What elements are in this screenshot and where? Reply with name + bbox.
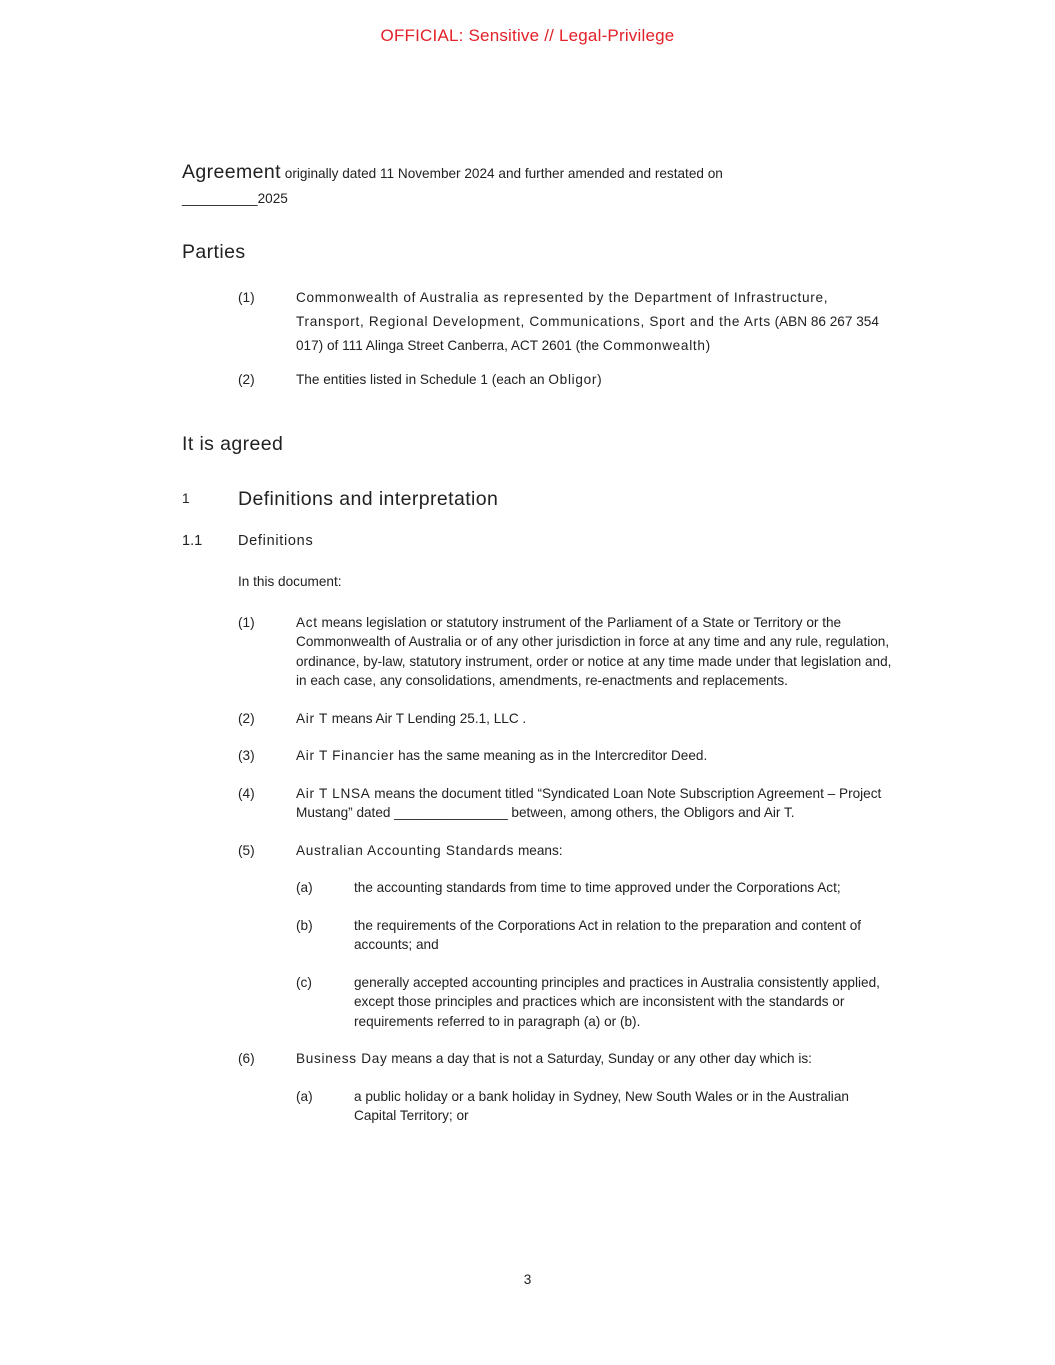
- definition-body: means legislation or statutory instrument of the Parliament of a State or Territory or the Commonwealth of Australia or of any other jurisdiction in force at any time and any rule, regulation, ordinance, by-law, statutory instrument, order or notice at any time made under that legislation and, in each case, any consolidations, amendments, re-enactments and replacements.: [296, 614, 892, 688]
- classification-banner: OFFICIAL: Sensitive // Legal-Privilege: [380, 26, 675, 45]
- subsection-number: 1.1: [182, 533, 203, 549]
- definition-text: [296, 784, 896, 823]
- subsection-1-1-heading: [182, 531, 912, 551]
- definition-item-4: [182, 784, 912, 823]
- subsection-title: Definitions: [238, 533, 314, 549]
- clause-number: (2): [238, 372, 255, 387]
- document-content: [182, 160, 912, 1144]
- clause-number: (4): [238, 785, 255, 801]
- definition-body: means the document titled “Syndicated Loan Note Subscription Agreement – Project Mustang” dated _______________ between, among others, the Obligors and Air T.: [296, 785, 882, 820]
- definition-body: means Air T Lending 25.1, LLC .: [327, 710, 527, 726]
- agreement-year: 2025: [257, 191, 288, 206]
- party-item-2-text: [296, 368, 896, 392]
- defined-term: Air T Financier: [296, 748, 395, 763]
- sub-clause-letter: (a): [296, 1088, 313, 1104]
- section-1-heading: [182, 486, 912, 512]
- section-title: Definitions and interpretation: [238, 488, 499, 510]
- defined-term: Business Day: [296, 1051, 388, 1066]
- defined-term: Air T: [296, 710, 328, 726]
- definition-item-6: [182, 1049, 912, 1069]
- definition-5-sub-a: [182, 878, 912, 898]
- party-item-2: [182, 368, 912, 392]
- defined-term: Commonwealth of Australia as represented by the Department of Infrastructure, Transport, Regional Development, Communications, Sport and the Arts: [296, 290, 829, 329]
- sub-clause-text: generally accepted accounting principles and practices in Australia consistently applied, except those principles and practices which are inconsistent with the standards or requirements referred to in paragraph (a) or (b).: [354, 974, 880, 1029]
- agreement-term: Agreement: [182, 161, 281, 183]
- agreement-date-blank: __________: [182, 191, 258, 206]
- section-number: 1: [182, 491, 190, 506]
- definition-item-1: [182, 613, 912, 691]
- definition-text: [296, 841, 896, 861]
- clause-number: (3): [238, 748, 255, 763]
- party-item-1-text: [296, 286, 896, 358]
- definition-text: [296, 613, 896, 691]
- sub-clause-letter: (b): [296, 917, 313, 933]
- definition-item-5: [182, 841, 912, 861]
- sub-clause-letter: (c): [296, 974, 312, 990]
- definition-body: means a day that is not a Saturday, Sunday or any other day which is:: [387, 1051, 812, 1066]
- definition-text: [296, 1049, 896, 1069]
- sub-clause-text: the requirements of the Corporations Act in relation to the preparation and content of accounts; and: [354, 917, 862, 952]
- defined-term: Commonwealth: [602, 338, 706, 353]
- party-item-1: [182, 286, 912, 358]
- definition-5-sub-b: [182, 916, 912, 955]
- definition-text: [296, 746, 896, 766]
- definition-item-2: [182, 709, 912, 729]
- definition-6-sub-a: [182, 1087, 912, 1126]
- definition-body: has the same meaning as in the Intercreditor Deed.: [394, 748, 708, 763]
- agreement-title-rest: originally dated 11 November 2024 and further amended and restated on: [281, 166, 723, 181]
- parties-heading: Parties: [182, 241, 246, 263]
- sub-clause-letter: (a): [296, 880, 313, 895]
- definition-item-3: [182, 746, 912, 766]
- clause-number: (5): [238, 842, 255, 858]
- page-number: 3: [523, 1272, 532, 1287]
- clause-number: (1): [238, 614, 255, 630]
- definition-5-sub-c: [182, 973, 912, 1032]
- sub-clause-text: the accounting standards from time to time approved under the Corporations Act;: [354, 880, 841, 895]
- defined-term: Air T LNSA: [296, 785, 371, 801]
- defined-term: Australian Accounting Standards: [296, 842, 515, 858]
- agreed-heading: It is agreed: [182, 433, 284, 455]
- clause-number: (6): [238, 1051, 255, 1066]
- definition-text: [296, 709, 896, 729]
- defined-term: Act: [296, 614, 318, 630]
- definition-body: means:: [514, 842, 563, 858]
- party-text-post: ): [705, 338, 711, 353]
- defined-term: Obligor: [548, 372, 598, 387]
- agreement-title-block: [182, 160, 912, 211]
- definitions-intro: In this document:: [238, 574, 342, 589]
- clause-number: (2): [238, 710, 255, 726]
- clause-number: (1): [238, 290, 255, 305]
- party-text-mid: (ABN 86 267 354 017) of 111 Alinga Street Canberra, ACT 2601 (the: [296, 314, 879, 353]
- party-text-pre: The entities listed in Schedule 1 (each an: [296, 372, 549, 387]
- party-text-mid: ): [597, 372, 602, 387]
- sub-clause-text: a public holiday or a bank holiday in Sydney, New South Wales or in the Australian Capital Territory; or: [354, 1088, 849, 1123]
